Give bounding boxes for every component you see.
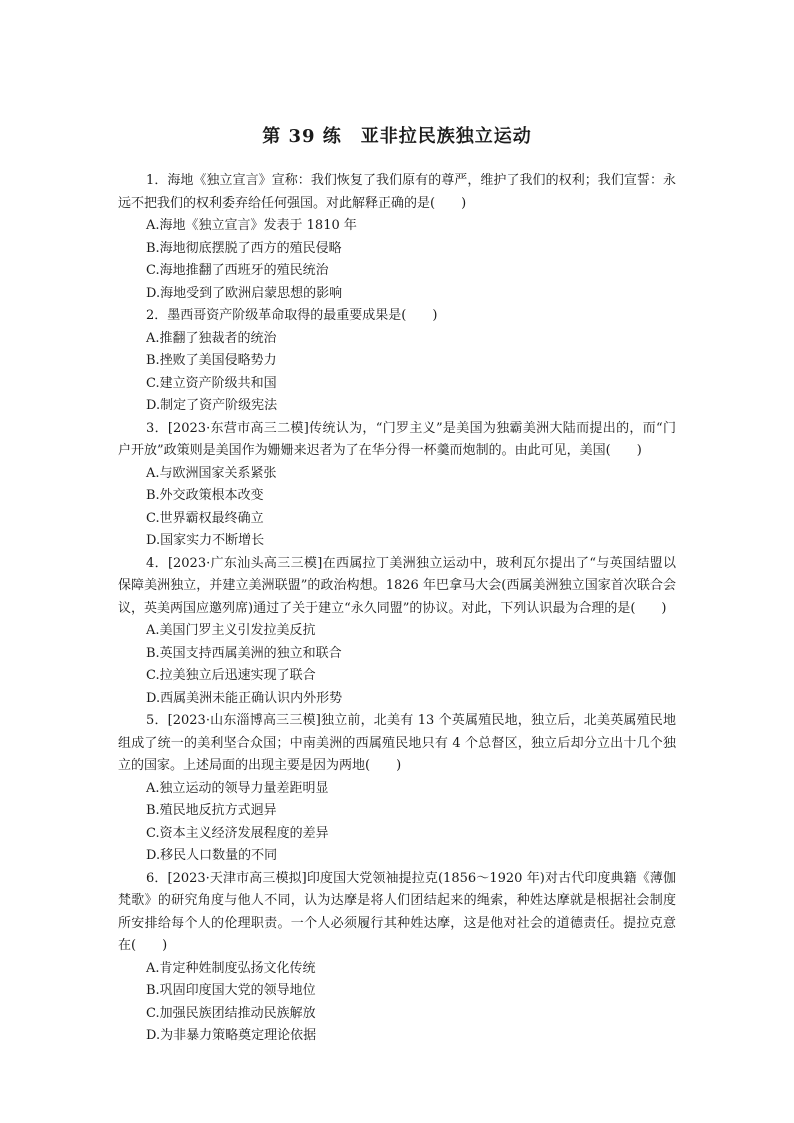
question-stem: 4．[2023·广东汕头高三三模]在西属拉丁美洲独立运动中，玻利瓦尔提出了“与英国结盟以保障美洲独立，并建立美洲联盟”的政治构想。1826 年巴拿马大会(西属美洲独立国家首次联合会议，英美两国应邀列席)通过了关于建立“永久同盟”的协议。对此，下列认识最为合理的是( ) xyxy=(118,555,676,616)
option-b: B.挫败了美国侵略势力 xyxy=(146,353,277,368)
option-d: D.为非暴力策略奠定理论依据 xyxy=(146,1028,317,1043)
option-list xyxy=(118,620,676,710)
option-d: D.移民人口数量的不同 xyxy=(146,848,278,863)
question-5 xyxy=(118,710,676,868)
option-a: A.美国门罗主义引发拉美反抗 xyxy=(146,623,316,638)
option-a: A.独立运动的领导力量差距明显 xyxy=(146,780,329,796)
question-list xyxy=(118,170,676,1048)
question-3 xyxy=(118,418,676,553)
option-b: B.海地彻底摆脱了西方的殖民侵略 xyxy=(146,240,342,256)
option-a: A.海地《独立宣言》发表于 1810 年 xyxy=(146,218,357,233)
option-b: B.巩固印度国大党的领导地位 xyxy=(146,983,316,998)
option-c: C.建立资产阶级共和国 xyxy=(146,375,277,391)
option-a: A.与欧洲国家关系紧张 xyxy=(146,465,277,481)
option-d: D.西属美洲未能正确认识内外形势 xyxy=(146,690,343,706)
option-list xyxy=(118,328,676,418)
option-d: D.海地受到了欧洲启蒙思想的影响 xyxy=(146,285,343,301)
page-title: 第 39 练 亚非拉民族独立运动 xyxy=(262,126,532,147)
option-d: D.制定了资产阶级宪法 xyxy=(146,398,278,413)
option-c: C.拉美独立后迅速实现了联合 xyxy=(146,668,316,683)
question-stem: 6．[2023·天津市高三模拟]印度国大党领袖提拉克(1856～1920 年)对古代印度典籍《薄伽梵歌》的研究角度与他人不同，认为达摩是将人们团结起来的绳索，种姓达摩就是根据社会制度所安排给每个人的伦理职责。一个人必须履行其种姓达摩，这是他对社会的道德责任。提拉克意在( ) xyxy=(118,870,676,953)
question-stem: 5．[2023·山东淄博高三三模]独立前，北美有 13 个英属殖民地，独立后，北美英属殖民地组成了统一的美利坚合众国；中南美洲的西属殖民地只有 4 个总督区，独立后却分立出十几个独立的国家。上述局面的出现主要是因为两地( ) xyxy=(118,713,676,773)
option-d: D.国家实力不断增长 xyxy=(146,533,265,548)
option-b: B.殖民地反抗方式迥异 xyxy=(146,803,277,818)
question-stem: 2．墨西哥资产阶级革命取得的最重要成果是( ) xyxy=(146,308,438,323)
option-list xyxy=(118,215,676,305)
option-a: A.推翻了独裁者的统治 xyxy=(146,330,277,346)
question-stem: 3．[2023·东营市高三二模]传统认为，“门罗主义”是美国为独霸美洲大陆而提出的，而“门户开放”政策则是美国作为姗姗来迟者为了在华分得一杯羹而炮制的。由此可见，美国( ) xyxy=(118,420,676,458)
question-6 xyxy=(118,868,676,1048)
option-b: B.英国支持西属美洲的独立和联合 xyxy=(146,645,342,661)
option-c: C.加强民族团结推动民族解放 xyxy=(146,1005,316,1021)
option-c: C.海地推翻了西班牙的殖民统治 xyxy=(146,263,329,278)
option-list xyxy=(118,778,676,868)
question-4 xyxy=(118,553,676,711)
option-c: C.资本主义经济发展程度的差异 xyxy=(146,825,329,841)
option-a: A.肯定种姓制度弘扬文化传统 xyxy=(146,960,316,976)
option-c: C.世界霸权最终确立 xyxy=(146,510,264,526)
option-b: B.外交政策根本改变 xyxy=(146,488,264,503)
option-list xyxy=(118,463,676,553)
question-1 xyxy=(118,170,676,305)
question-stem: 1．海地《独立宣言》宣称：我们恢复了我们原有的尊严，维护了我们的权利；我们宣誓：永远不把我们的权利委弃给任何强国。对此解释正确的是( ) xyxy=(118,173,676,211)
question-2 xyxy=(118,305,676,418)
option-list xyxy=(118,958,676,1048)
